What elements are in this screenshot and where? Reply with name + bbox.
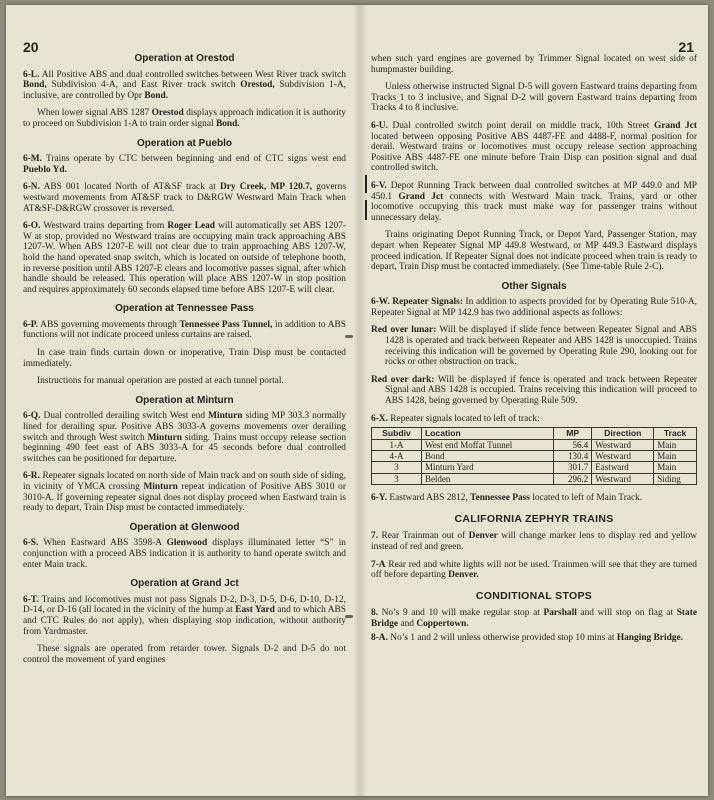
table-cell: 1-A [372, 439, 422, 450]
table-row [372, 451, 697, 462]
rule-paragraph: 6-O. Westward trains departing from Roger Lead will automatically set ABS 1207-W at stop, provided no Westward trains are occupying main track approaching ABS 1207-W. When ABS 1207-E will not clear due to train approaching ABS 1207-W, hold the hand operated snap switch, which is located on outside of telephone booth, in reverse position until ABS 1207-E clears and locomotive passes signal, after which handle should be released. This operation will place ABS 1207-W in stop position and requires approximately 60 seconds elapsed time before ABS 1207-E will clear. [23, 221, 346, 295]
column-header: Subdiv [372, 428, 422, 439]
table-cell: Eastward [592, 462, 654, 473]
rule-paragraph: 6-Y. Eastward ABS 2812, Tennessee Pass located to left of Main Track. [371, 493, 643, 504]
section-heading: Operation at Glenwood [129, 521, 240, 533]
paragraph: Unless otherwise instructed Signal D-5 will govern Eastward trains departing from Tracks 1 to 3 inclusive, and Signal D-2 will govern Eastward trains departing from Tracks 4 to 8 inclusive. [371, 82, 697, 114]
change-bar [365, 200, 367, 220]
rule-paragraph: 6-R. Repeater signals located on north side of Main track and on south side of siding, in vicinity of YMCA crossing Minturn repeat indication of Positive ABS 3010 or 3010-A. If governing repeater signal does not display proceed when Eastward train is ready to depart, Train Disp must be contacted immediately. [23, 471, 346, 514]
rule-paragraph: 6-P. ABS governing movements through Tennessee Pass Tunnel, in addition to ABS functions will not indicate proceed unless curtains are raised. [23, 319, 347, 341]
binding-ring [345, 615, 353, 618]
aspect-description: Red over lunar: Will be displayed if slide fence between Repeater Signal and ABS 1428 is operated and track between Repeater and ABS 1428 is unoccupied. Trains receiving this indication will be governed by Operating Rule 290, looking out for rocks or other obstruction on track. [371, 325, 697, 368]
section-heading: CALIFORNIA ZEPHYR TRAINS [454, 512, 614, 525]
table-cell: 301.7 [554, 462, 592, 473]
rule-paragraph: 8-A. No’s 1 and 2 will unless otherwise provided stop 10 mins at Hanging Bridge. [371, 632, 683, 643]
repeater-signals-table [371, 427, 697, 485]
table-cell: Belden [421, 473, 553, 484]
binding-ring [345, 335, 353, 338]
table-cell: Minturn Yard [421, 462, 553, 473]
aspect-description: Red over dark: Will be displayed if fence is operated and track between Repeater Signal and ABS 1428 is occupied. Trains receiving this indication will proceed to ABS 1428, being governed by Operating Rule 509. [371, 374, 697, 407]
table-cell: 4-A [372, 451, 422, 462]
timetable-spread [6, 5, 708, 796]
section-heading: Operation at Tennessee Pass [115, 303, 254, 315]
section-heading: Operation at Orestod [134, 53, 235, 64]
paragraph: When lower signal ABS 1287 Orestod displays approach indication it is authority to proceed on Subdivision 1-A to train order signal Bond. [23, 108, 346, 129]
section-heading: Other Signals [501, 280, 567, 292]
table-cell: 3 [372, 462, 422, 473]
table-header-row [372, 428, 697, 439]
page-number: 20 [23, 39, 39, 55]
section-heading: Operation at Minturn [135, 394, 234, 406]
rule-paragraph: 6-V. Depot Running Track between dual controlled switches at MP 449.0 and MP 450.1 Grand Jct connects with Westward Main track. Trains, yard or other locomotive occupying this track must make way for passenger trains without unnecessary delay. [371, 180, 697, 223]
right-page [362, 5, 708, 796]
column-header: MP [554, 428, 592, 439]
page-number: 21 [678, 39, 694, 55]
column-header: Location [421, 428, 553, 439]
table-cell: Main [654, 462, 697, 473]
rule-paragraph: 6-Q. Dual controlled derailing switch West end Minturn siding MP 303.3 normally lined for derailing spur. Positive ABS 3033-A governs movements over derailing switch and through West switch Minturn siding. Trains must occupy release section beginning 490 feet east of ABS 3033-A for 45 seconds before dual controlled switches can be positioned for departure. [23, 411, 347, 464]
rule-paragraph: 6-T. Trains and locomotives must not pass Signals D-2, D-3, D-5, D-6, D-10, D-12, D-14, or D-16 (all located in the vicinity of the hump at East Yard and to which ABS and CTC Rules do not apply), when displaying stop indication, without authority from Yardmaster. [23, 594, 346, 637]
table-cell: 3 [372, 473, 422, 484]
table-cell: Siding [654, 473, 697, 484]
rule-paragraph: 6-X. Repeater signals located to left of track: [371, 413, 540, 424]
column-header: Track [654, 428, 697, 439]
rule-paragraph: 6-L. All Positive ABS and dual controlled switches between West River track switch Bond, Subdivision 4-A, and East River track switch Orestod, Subdivision 1-A, inclusive, are controlled by Opr Bond. [23, 69, 346, 101]
table-cell: Main [654, 439, 697, 450]
paragraph: In case train finds curtain down or inoperative, Train Disp must be contacted immediately. [23, 348, 346, 369]
table-cell: Bond [421, 451, 553, 462]
paragraph: These signals are operated from retarder tower. Signals D-2 and D-5 do not control the movement of yard engines [23, 644, 346, 665]
table-row [372, 462, 697, 473]
table-cell: West end Moffat Tunnel [421, 439, 553, 450]
table-cell: 296.2 [554, 473, 592, 484]
rule-paragraph: 6-W. Repeater Signals: In addition to aspects provided for by Operating Rule 510-A, Repeater Signal at MP 142.9 has two additional aspects as follows: [371, 297, 697, 318]
column-header: Direction [592, 428, 654, 439]
rule-paragraph: 7. Rear Trainman out of Denver will change marker lens to display red and yellow instead of red and green. [371, 531, 697, 553]
rule-paragraph: 7-A Rear red and white lights will not be used. Trainmen will see that they are turned off before departing Denver. [371, 559, 697, 581]
left-page [6, 5, 358, 796]
section-heading: Operation at Pueblo [136, 137, 232, 149]
table-cell: Westward [592, 451, 654, 462]
section-heading: CONDITIONAL STOPS [475, 589, 593, 602]
right-column [371, 54, 697, 650]
table-cell: 56.4 [554, 439, 592, 450]
rule-paragraph: 6-S. When Eastward ABS 3598-A Glenwood displays illuminated letter “S” in conjunction with a proceed ABS indication it is authority to hand operate switch and enter Main track. [23, 538, 346, 570]
table-cell: Main [654, 451, 697, 462]
rule-paragraph: 6-M. Trains operate by CTC between beginning and end of CTC signs west end Pueblo Yd. [23, 154, 346, 175]
paragraph: when such yard engines are governed by Trimmer Signal located on west side of humpmaster building. [371, 54, 697, 75]
table-cell: Westward [592, 439, 654, 450]
section-heading: Operation at Grand Jct [130, 578, 239, 590]
paragraph: Instructions for manual operation are posted at each tunnel portal. [37, 376, 284, 387]
change-bar [365, 175, 367, 193]
left-column [23, 54, 346, 672]
table-cell: 130.4 [554, 451, 592, 462]
table-row [372, 439, 697, 450]
table-cell: Westward [592, 473, 654, 484]
table-row [372, 473, 697, 484]
rule-paragraph: 6-N. ABS 001 located North of AT&SF track at Dry Creek, MP 120.7, governs westward movements from AT&SF track to D&RGW Westward Main Track when AT&SF-D&RGW crossover is reversed. [23, 182, 346, 214]
rule-paragraph: 6-U. Dual controlled switch point derail on middle track, 10th Street Grand Jct located between opposing Positive ABS 4487-FE and 4488-F, normal position for derail. Westward trains or locomotives must occupy release section approaching Positive ABS 4487-FE one minute before Train Disp can position signal and dual controlled switch. [371, 120, 697, 174]
rule-paragraph: 8. No’s 9 and 10 will make regular stop at Parshall and will stop on flag at State Bridge and Coppertown. [371, 608, 697, 629]
paragraph: Trains originating Depot Running Track, or Depot Yard, Passenger Station, may depart when Repeater Signal MP 449.8 Westward, or MP 449.3 Eastward displays proceed indication. If Repeater Signal does not indicate proceed when train is ready to depart, Train Disp must be contacted immediately. (See Time-table Rule 2-C). [371, 230, 697, 273]
